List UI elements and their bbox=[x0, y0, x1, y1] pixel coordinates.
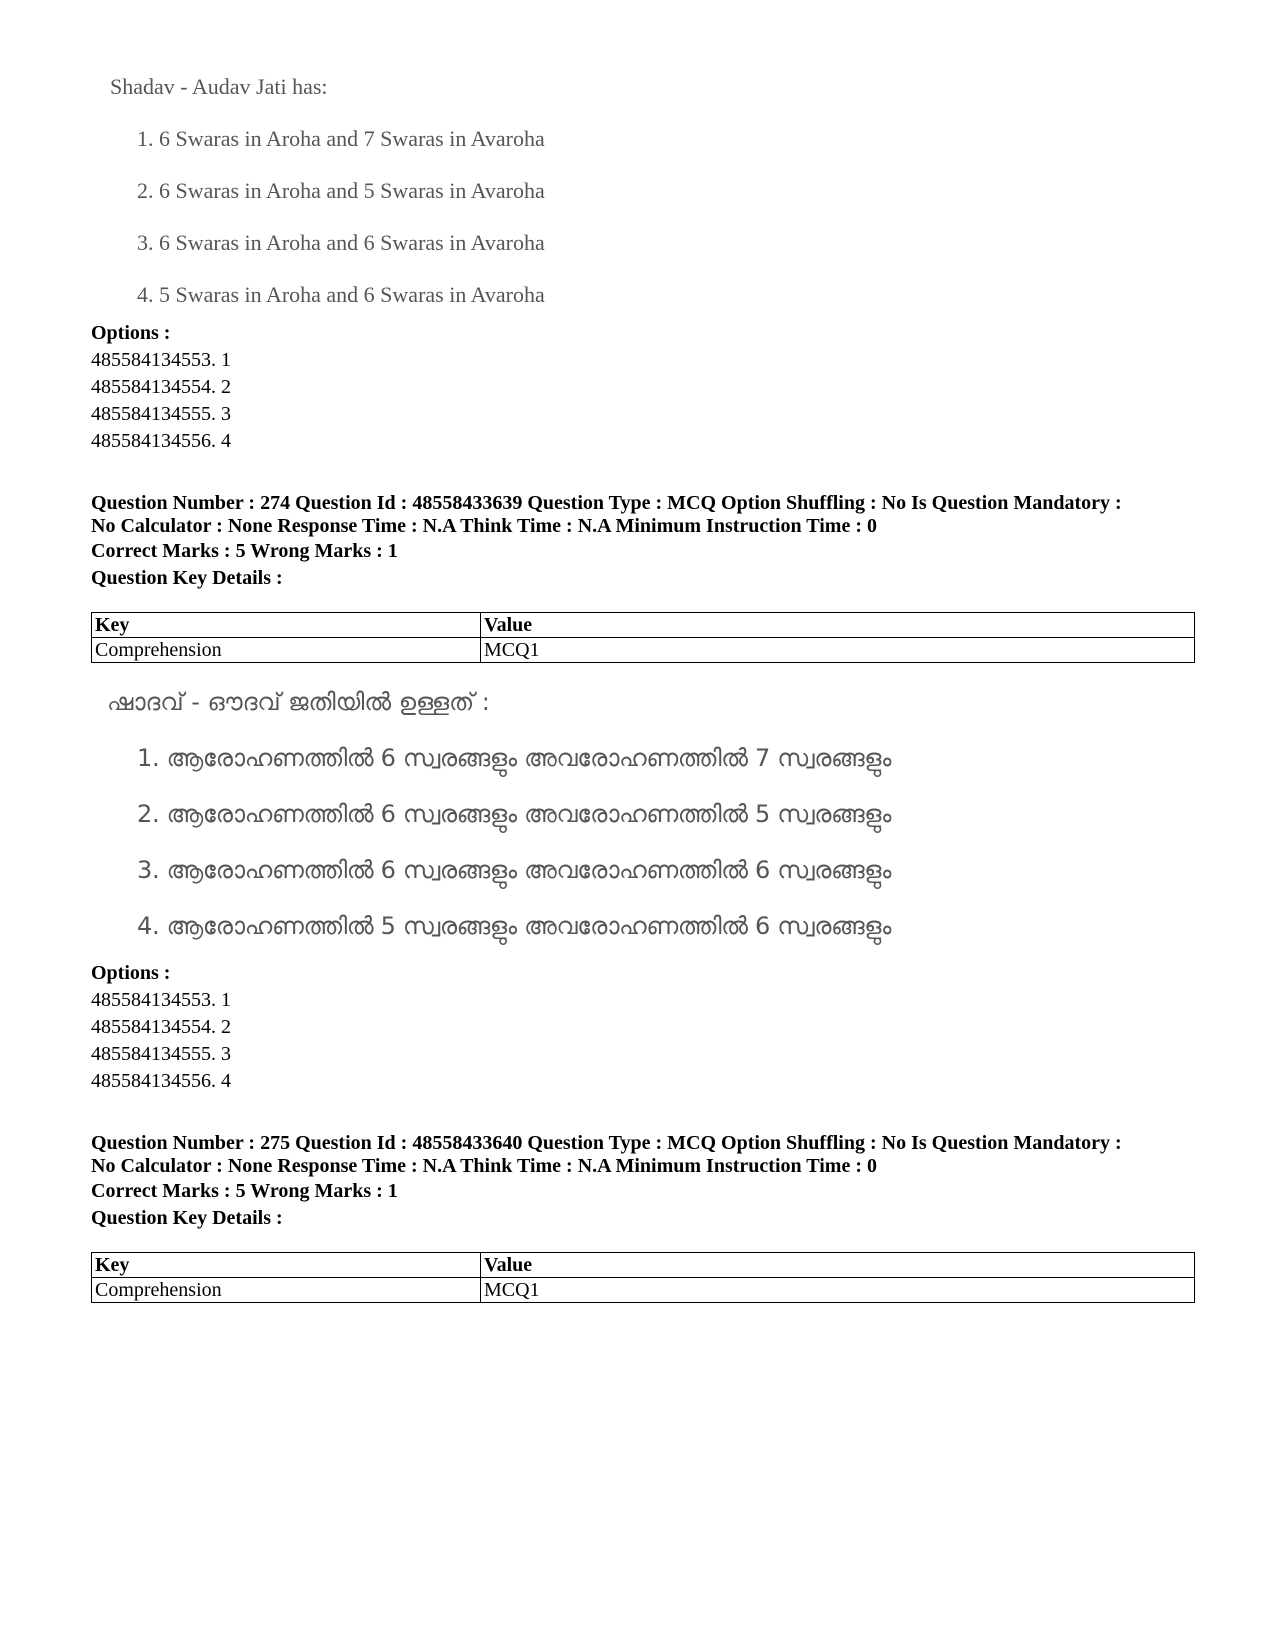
options-label: Options : bbox=[91, 322, 171, 344]
options-block-2 bbox=[91, 960, 231, 1095]
question-274-header bbox=[91, 492, 1122, 592]
key-header: Key bbox=[92, 613, 481, 638]
marks-line: Correct Marks : 5 Wrong Marks : 1 bbox=[91, 1180, 398, 1202]
value-cell: MCQ1 bbox=[481, 1278, 1195, 1303]
question-275-header bbox=[91, 1132, 1122, 1232]
options-label: Options : bbox=[91, 962, 171, 984]
image-option-1: 1. 6 Swaras in Aroha and 7 Swaras in Avaroha bbox=[137, 126, 545, 151]
option-id-3: 485584134555. 3 bbox=[91, 1043, 231, 1065]
question-274-key-table bbox=[91, 612, 1195, 663]
option-id-1: 485584134553. 1 bbox=[91, 349, 231, 371]
question-meta-line-2: No Calculator : None Response Time : N.A Think Time : N.A Minimum Instruction Time : 0 bbox=[91, 515, 877, 537]
key-cell: Comprehension bbox=[92, 1278, 481, 1303]
key-header: Key bbox=[92, 1253, 481, 1278]
option-id-2: 485584134554. 2 bbox=[91, 1016, 231, 1038]
options-block-1 bbox=[91, 320, 231, 455]
option-id-4: 485584134556. 4 bbox=[91, 1070, 231, 1092]
image-question-text: Shadav - Audav Jati has: bbox=[110, 74, 328, 99]
value-header: Value bbox=[481, 613, 1195, 638]
table-row bbox=[92, 1278, 1195, 1303]
image-option-2: 2. 6 Swaras in Aroha and 5 Swaras in Avaroha bbox=[137, 178, 545, 203]
question-275-key-table bbox=[91, 1252, 1195, 1303]
key-details-label: Question Key Details : bbox=[91, 567, 283, 589]
option-id-2: 485584134554. 2 bbox=[91, 376, 231, 398]
image-option-1-malayalam: 1. ആരോഹണത്തിൽ 6 സ്വരങ്ങളും അവരോഹണത്തിൽ 7 സ്വരങ്ങളും bbox=[137, 744, 892, 772]
marks-line: Correct Marks : 5 Wrong Marks : 1 bbox=[91, 540, 398, 562]
value-header: Value bbox=[481, 1253, 1195, 1278]
option-id-3: 485584134555. 3 bbox=[91, 403, 231, 425]
question-meta-line-1: Question Number : 274 Question Id : 48558433639 Question Type : MCQ Option Shuffling : No Is Question Mandatory : bbox=[91, 492, 1122, 514]
table-header-row bbox=[92, 1253, 1195, 1278]
image-option-4: 4. 5 Swaras in Aroha and 6 Swaras in Avaroha bbox=[137, 282, 545, 307]
question-meta-line-1: Question Number : 275 Question Id : 48558433640 Question Type : MCQ Option Shuffling : No Is Question Mandatory : bbox=[91, 1132, 1122, 1154]
option-id-1: 485584134553. 1 bbox=[91, 989, 231, 1011]
question-meta-line-2: No Calculator : None Response Time : N.A Think Time : N.A Minimum Instruction Time : 0 bbox=[91, 1155, 877, 1177]
value-cell: MCQ1 bbox=[481, 638, 1195, 663]
image-option-3: 3. 6 Swaras in Aroha and 6 Swaras in Avaroha bbox=[137, 230, 545, 255]
table-row bbox=[92, 638, 1195, 663]
key-cell: Comprehension bbox=[92, 638, 481, 663]
option-id-4: 485584134556. 4 bbox=[91, 430, 231, 452]
image-option-2-malayalam: 2. ആരോഹണത്തിൽ 6 സ്വരങ്ങളും അവരോഹണത്തിൽ 5 സ്വരങ്ങളും bbox=[137, 800, 892, 828]
key-details-label: Question Key Details : bbox=[91, 1207, 283, 1229]
image-option-3-malayalam: 3. ആരോഹണത്തിൽ 6 സ്വരങ്ങളും അവരോഹണത്തിൽ 6 സ്വരങ്ങളും bbox=[137, 856, 892, 884]
table-header-row bbox=[92, 613, 1195, 638]
image-question-text-malayalam: ഷാദവ് - ഔദവ് ജതിയിൽ ഉള്ളത് : bbox=[107, 688, 490, 716]
image-option-4-malayalam: 4. ആരോഹണത്തിൽ 5 സ്വരങ്ങളും അവരോഹണത്തിൽ 6 സ്വരങ്ങളും bbox=[137, 912, 892, 940]
